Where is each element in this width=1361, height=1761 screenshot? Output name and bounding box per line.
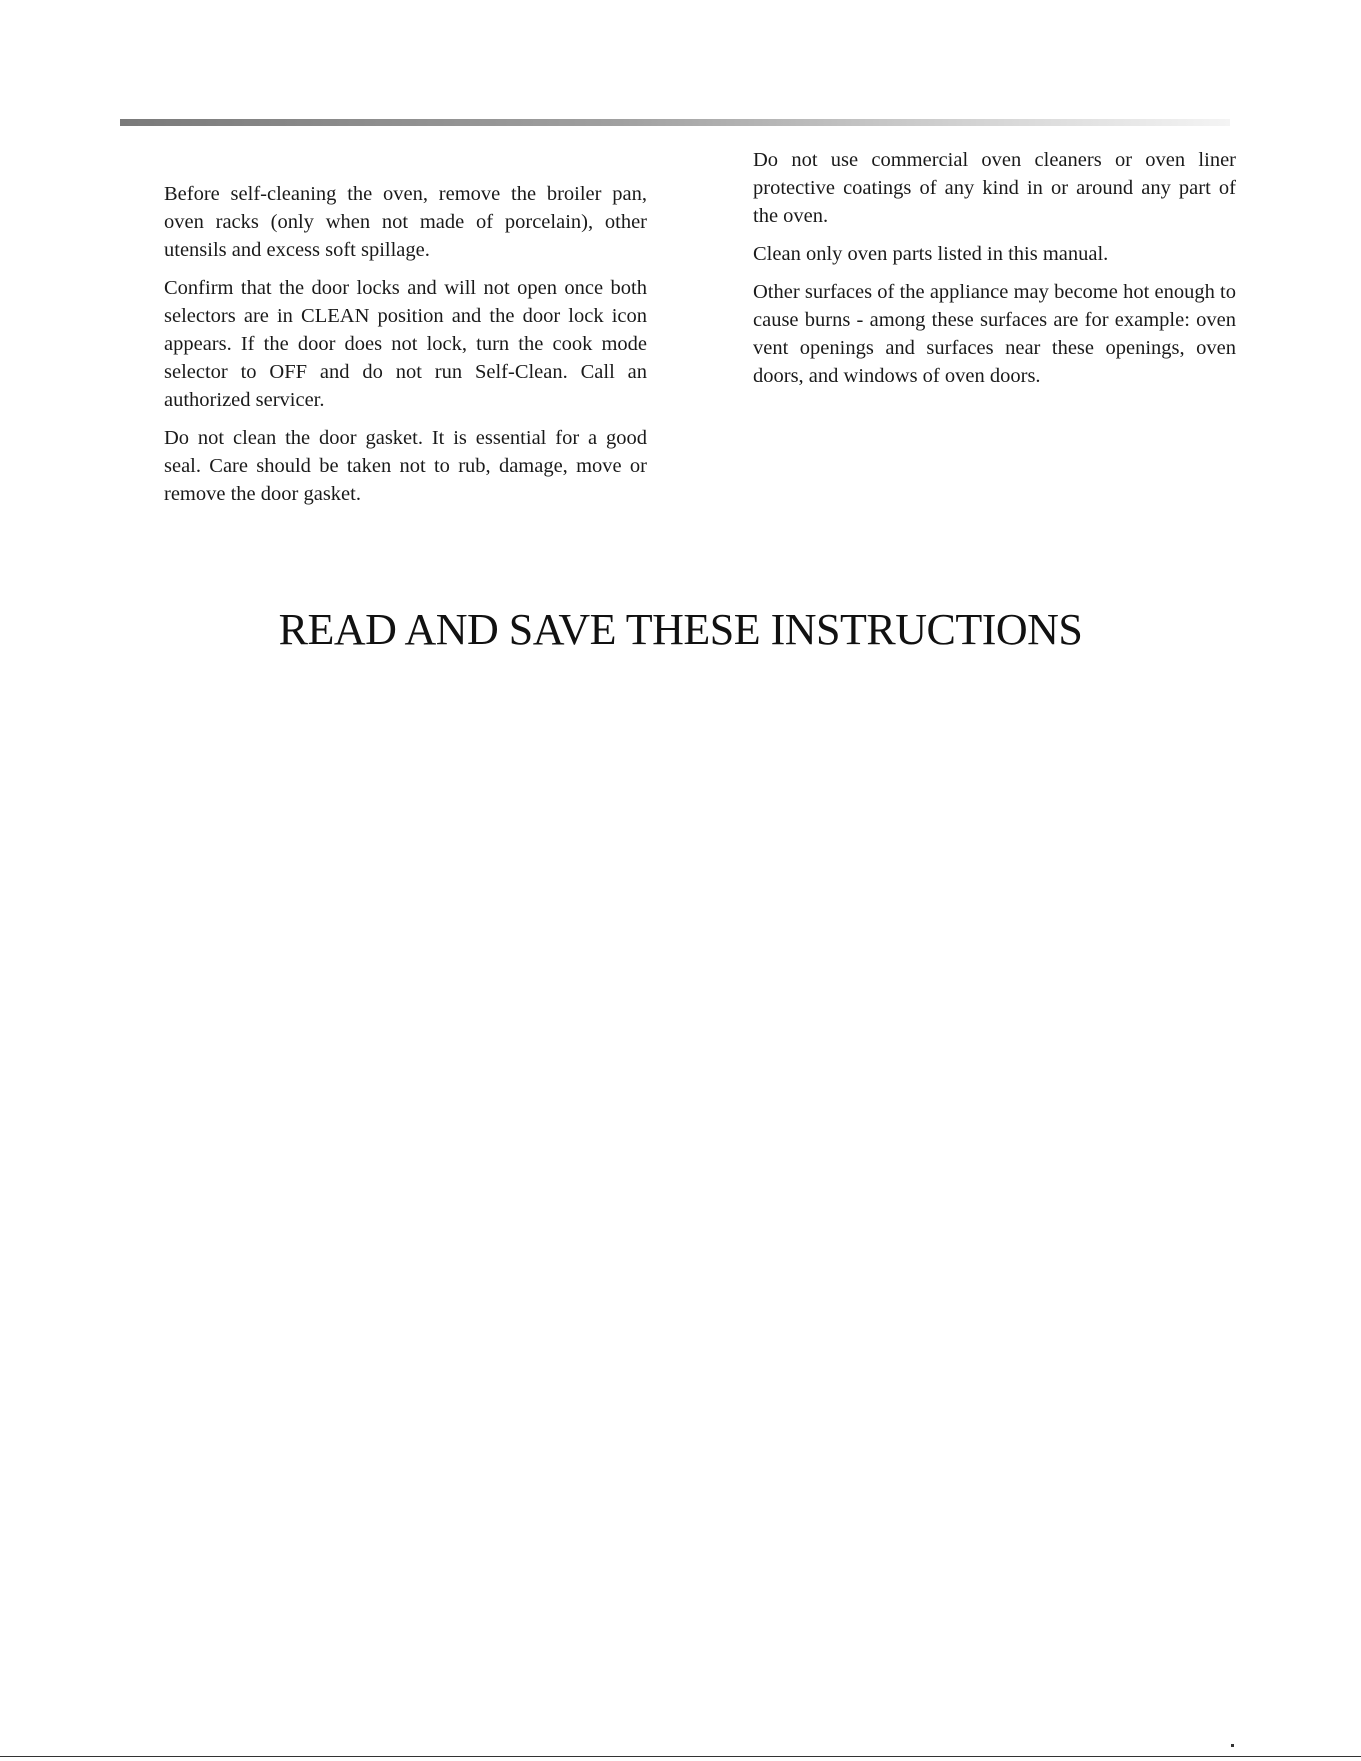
page-heading: READ AND SAVE THESE INSTRUCTIONS xyxy=(278,605,1083,654)
paragraph-confirm-door-lock: Confirm that the door locks and will not open once both selectors are in CLEAN position and the door lock icon appears. If the door does not lock, turn the cook mode selector to OFF and do not run Self-Clean. Call an authorized servicer. xyxy=(164,277,647,411)
paragraph-remove-items: Before self-cleaning the oven, remove the broiler pan, oven racks (only when not made of porcelain), other utensils and excess soft spillage. xyxy=(164,183,647,261)
paragraph-no-commercial-cleaners: Do not use commercial oven cleaners or oven liner protective coatings of any kind in or around any part of the oven. xyxy=(753,149,1236,227)
paragraph-door-gasket: Do not clean the door gasket. It is essential for a good seal. Care should be taken not to rub, damage, move or remove the door gasket. xyxy=(164,427,647,505)
header-rule xyxy=(120,119,1230,126)
paragraph-hot-surfaces: Other surfaces of the appliance may become hot enough to cause burns - among these surfaces are for example: oven vent openings and surfaces near these openings, oven doors, and windows of oven doors. xyxy=(753,281,1236,387)
footer-rule xyxy=(0,1756,1361,1757)
corner-mark xyxy=(1231,1744,1234,1747)
left-column xyxy=(164,180,647,518)
paragraph-clean-listed-parts: Clean only oven parts listed in this manual. xyxy=(753,243,1109,265)
right-column xyxy=(753,146,1236,400)
